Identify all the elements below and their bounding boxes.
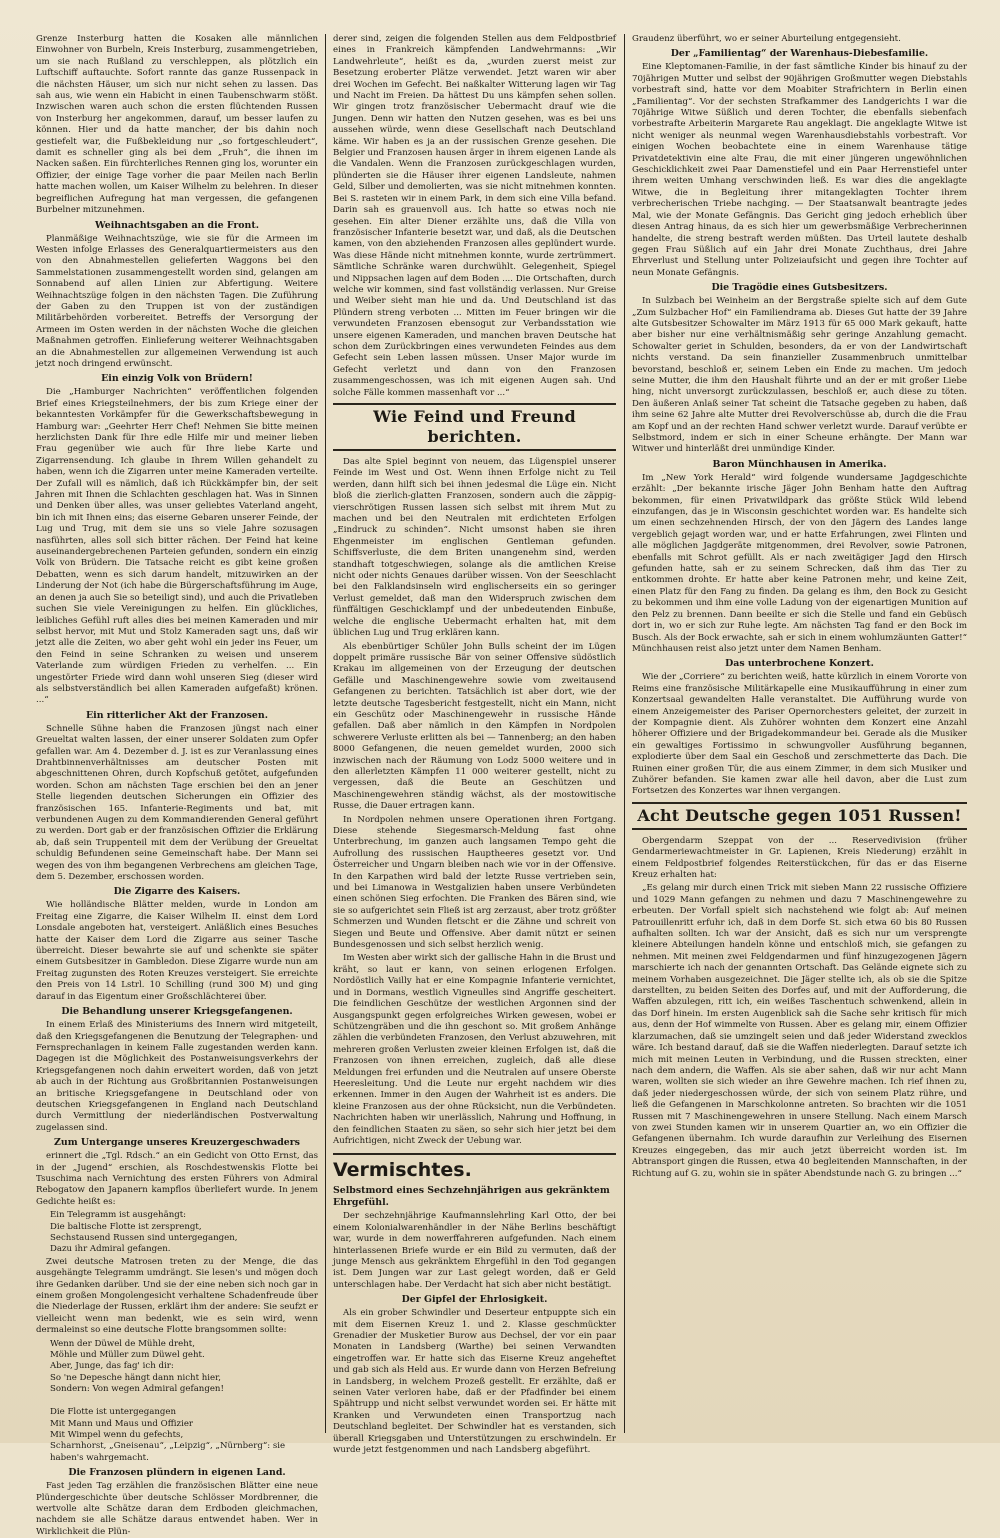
article-text: „Es gelang mir durch einen Trick mit sieben Mann 22 russische Offiziere und 1029 Mann gefangen zu nehmen und dazu 7 Maschinengewehre zu erbeuten. Der Vorfall spielt sich nachstehend wie folgt ab: Auf meinen Patrouillenritt erfuhr ich, daß in dem Dorfe St. sich etwa 60 bis 80 Russen aufhalten sollten. Ich war der Ansicht, daß es sich nur um versprengte kleinere Abteilungen handeln könne und entschloß mich, sie gefangen zu nehmen. Mit meinen zwei Feldgendarmen und fünf hinzugezogenen Jägern marschierte ich nach der genannten Ortschaft. Das Gelände eignete sich zu meinem Vorhaben ausgezeichnet. Die Jäger stellte ich, als ob sie die Spitze darstellten, zu beiden Seiten des Dorfes auf, und mit der Aufforderung, die Waffen abzulegen, ritt ich, ein weißes Taschentuch schwenkend, allein in das Dorf hinein. Im ersten Augenblick sah die Sache sehr kritisch für mich aus, denn der Hof wimmelte von Russen. Aber es gelang mir, einem Offizier klarzumachen, daß sie umzingelt seien und daß jeder Widerstand zwecklos wäre. Ich bestand darauf, daß sie die Waffen niederlegten. Darauf setzte ich mich mit meinen Leuten in Verbindung, und die Russen streckten, einer nach dem andern, die Waffen. Als sie aber sahen, daß wir nur acht Mann waren, wollten sie sich wieder an ihre Gewehre machen. Ich rief ihnen zu, daß jeder niedergeschossen würde, der sich von seinem Platz rühre, und ließ die Gefangenen in Marschkolonne antreten. So brachten wir die 1051 Russen mit 7 Maschinengewehren in unsere Stellung. Nach einem Marsch von zwei Stunden kamen wir in unserem Quartier an, wo ein Offizier die Gefangenen übernahm. Ich wurde daraufhin zur Verleihung des Eisernen Kreuzes eingegeben, das mir auch jetzt überreicht worden ist. Im Abtransport gingen die Russen, etwa 40 begleitenden Mannschaften, in der Richtung auf G. zu, wohin sie in später Abendstunde nach G. zu bringen ...“ [632,883,967,1179]
article-heading: Ein ritterlicher Akt der Franzosen. [86,709,268,721]
column-right [632,34,967,1435]
article-text: Wie holländische Blätter melden, wurde in London am Freitag eine Zigarre, die Kaiser Wilhelm II. einst dem Lord Lonsdale angeboten hat, versteigert. Anläßlich eines Besuches hatte der Kaiser dem Lord die Zigarre aus seiner Tasche überreicht. Dieser bewahrte sie auf und schenkte sie später einem Gutsbesitzer in Gambledon. Diese Zigarre wurde nun am Freitag zugunsten des Roten Kreuzes versteigert. Sie erreichte den Preis von 14 Lstrl. 10 Schilling (rund 300 M) und ging darauf in das Eigentum einer Großschlächterei über. [36,900,318,1002]
article-heading: Das unterbrochene Konzert. [725,658,874,670]
poem-stanza: Ein Telegramm ist ausgehängt: Die baltische Flotte ist zersprengt, Sechstausend Russen sind untergegangen, Dazu ihr Admiral gefangen. [50,1210,238,1255]
article-text: In einem Erlaß des Ministeriums des Innern wird mitgeteilt, daß den Kriegsgefangenen die Benutzung der Telegraphen- und Fernsprechanlagen in keinem Falle zugestanden werden kann. Dagegen ist die Möglichkeit des Postanweisungsverkehrs der Kriegsgefangenen noch dahin erweitert worden, daß von jetzt ab auch in der Richtung aus Großbritannien Postanweisungen an britische Kriegsgefangene in Deutschland oder von deutschen Kriegsgefangenen in England nach Deutschland durch Vermittlung der niederländischen Postverwaltung zugelassen sind. [36,1020,318,1133]
article-heading: Der „Familientag“ der Warenhaus-Diebesfamilie. [670,48,929,60]
article-heading: Ein einzig Volk von Brüdern! [101,373,253,385]
article-text: Im „New York Herald“ wird folgende wundersame Jagdgeschichte erzählt: „Der bekannte irische Jäger John Benham hatte den Auftrag bekommen, für einen Privatwildpark das größte Stück Wild lebend einzufangen, das je in Wisconsin geschichtet worden war. Es handelte sich um einen sechzehnenden Hirsch, der von den Jägern des Landes lange vergeblich gejagt worden war, und er hatte Erfahrungen, zwei Flinten und alle möglichen Jagdgeräte mitgenommen, drei Revolver, sowie Patronen, ebenfalls mit Schrot gefüllt. Als er nach zweitägiger Jagd den Hirsch gefunden hatte, sah er zu seinem Schrecken, daß ihm das Tier zu entkommen drohte. Er hatte aber keine Patronen mehr, und keine Zeit, einen Platz für den Fang zu finden. Da gelang es ihm, den Bock zu Gesicht zu bekommen und ihm eine volle Ladung von der eigenartigen Munition auf den Pelz zu brennen. Dann beeilte er sich die Stelle und fand ein Gebüsch dort in, wo er sich zur Ruhe legte. Am nächsten Tag fand er den Bock im Busch. Als der Bock erwachte, sah er sich in einem wohlumzäunten Gatter!“ Münchhausen reist also jetzt unter dem Namen Benham. [632,472,967,654]
poem-stanza: Wenn der Düwel de Mühle dreht, Möhle und Müller zum Düwel geht. Aber, Junge, das fag' ich dir: So 'ne Depesche hängt dann nicht hier, Sondern: Von wegen Admiral gefangen! Die Flotte ist untergegangen Mit Mann und Maus und Offizier Mit Wimpel wenn du gefechts, Scharnhorst, „Gneisenau“, „Leipzig“, „Nürnberg“: sie haben's wahrgemacht. [50,1338,286,1463]
column-rule [325,34,326,1433]
article-text: Der sechzehnjährige Kaufmannslehrling Karl Otto, der bei einem Kolonialwarenhändler in der Nähe Berlins beschäftigt war, wurde in dem nowerffahreren aufgefunden. Nach einem hinterlassenen Briefe wurde er ein Bild zu vermuten, daß der junge Mensch aus gekränktem Ehrgefühl in den Tod gegangen ist. Dem Jungen war zur Last gelegt worden, daß er Geld unterschlagen habe. Der Verdacht hat sich aber nicht bestätigt. [333,1211,616,1290]
article-text: derer sind, zeigen die folgenden Stellen aus dem Feldpostbrief eines in Frankreich kämpfenden Landwehrmanns: „Wir Landwehrleute“, heißt es da, „wurden zuerst meist zur Besetzung eroberter Plätze verwendet. Jetzt waren wir aber drei Wochen im Gefecht. Bei naßkalter Witterung lagen wir Tag und Nacht im Freien. Da hättest Du uns kämpfen sehen sollen. Wir gingen trotz französischer Uebermacht drauf wie die Jungen. Denn wir hatten den Nutzen gesehen, was es bei uns aussehen würde, wenn diese Gesellschaft nach Deutschland käme. Wir haben es ja an der russischen Grenze gesehen. Die Belgier und Franzosen hausen ärger in ihrem eigenen Lande als die Vandalen. Wenn die Franzosen zurückgeschlagen wurden, plünderten sie die Häuser ihrer eigenen Landsleute, nahmen Geld, Silber und demolierten, was sie nicht mitnehmen konnten. Bei S. rasteten wir in einem Park, in dem sich eine Villa befand. Darin sah es grauenvoll aus. Ich hatte so etwas noch nie gesehen. Ein alter Diener erzählte uns, daß die Villa von französischer Infanterie besetzt war, und daß, als die Deutschen kamen, von den abziehenden Franzosen alles geplündert wurde. Was diese Hände nicht mitnehmen konnte, wurde zertrümmert. Sämtliche Schränke waren durchwühlt. Gelegenheit, Spiegel und Nippsachen lagen auf dem Boden .... Die Ortschaften, durch welche wir kommen, sind fast vollständig verlassen. Nur Greise und Weiber sieht man hie und da. Und Deutschland ist das Plündern streng verboten ... Mitten im Feuer bringen wir die verwundeten Franzosen ebensogut zur Verbandsstation wie unsere eigenen Kameraden, und manchen braven Deutsche hat schon dem Zurückbringen eines verwundeten Feindes aus dem Gefecht sein Leben lassen müssen. Unser Major wurde im Gefecht verletzt und dann von den Franzosen zusammengeschossen, was ich mit eigenen Augen sah. Und solche Fälle kommen massenhaft vor ...“ [333,34,616,398]
article-text: Wie der „Corriere“ zu berichten weiß, hatte kürzlich in einem Vororte von Reims eine französische Militärkapelle eine Musikaufführung in einer zum Konzertsaal gewandelten Halle veranstaltet. Die Aufführung wurde von einem Anzeigemeister des Pariser Opernorchesters geleitet, der zurzeit in der Kompagnie dient. Als Zuhörer wohnten dem Konzert eine Anzahl höherer Offiziere und der Brigadekommandeur bei. Gerade als die Musiker ein gewaltiges Fortissimo in schwungvoller Ausführung begannen, explodierte über dem Saal ein Geschoß und zerschmetterte das Dach. Die Ruinen einer großen Tür, die aus einem Zimmer, in dem sich Musiker und Zuhörer befanden. Sie kamen zwar alle heil davon, aber die Lust zum Fortsetzen des Konzertes war ihnen vergangen. [632,672,967,797]
article-heading: Die Tragödie eines Gutsbesitzers. [711,282,888,294]
article-text: Graudenz überführt, wo er seiner Aburteilung entgegensieht. [632,34,901,44]
article-text: Als ebenbürtiger Schüler John Bulls scheint der im Lügen doppelt primäre russische Bär von seiner Offensive südöstlich Krakau im allgemeinen von der Erzeugung der deutschen Gefälle und Maschinengewehre sowie vom zweitausend Gefangenen zu berichten. Tatsächlich ist aber dort, wie der letzte deutsche Tagesbericht festgestellt, nicht ein Mann, nicht ein Geschütz oder Maschinengewehr in russische Hände gefallen. Daß aber nämlich in den Kämpfen in Nordpolen schwerere Verluste erlitten als bei — Tannenberg; an den haben 8000 Gefangenen, die neuen gemeldet wurden, 2000 sich inzwischen nach der Räumung von Lodz 5000 weitere und in den allerletzten Kämpfen 11 000 weiterer gestellt, nicht zu vergessen, daß die Beute an Geschützen und Maschinengewehren ständig wächst, als der mostowitische Russe, die Dauer ertragen kann. [333,641,616,812]
article-text: Planmäßige Weihnachtszüge, wie sie für die Armeen im Westen infolge Erlasses des Generalquartiermeisters aus den von den Abnahmestellen gelieferten Waggons bei den Sammelstationen zusammengestellt worden sind, gelangen am Sonnabend auf allen Linien zur Abfertigung. Weitere Weihnachtszüge folgen in den nächsten Tagen. Die Zuführung der Gaben zu den Truppen ist von der zuständigen Militärbehörden vorbereitet. Betreffs der Versorgung der Armeen im Osten werden in der nächsten Woche die gleichen Maßnahmen getroffen. Einlieferung weiterer Weihnachtsgaben an die Abnahmestellen zur allgemeinen Verwendung ist auch jetzt noch dringend erwünscht. [36,233,318,369]
article-text: Im Westen aber wirkt sich der gallische Hahn in die Brust und kräht, so laut er kann, von seinen erlogenen Erfolgen. Nordöstlich Vailly hat er eine Kompagnie Infanterie vernichtet, und in Dormans, westlich Vigneulles sind Angriffe gescheitert. Die feindlichen Geschütze der westlichen Argonnen sind der Ausgangspunkt gegen erfolgreiches Wirken gewesen, wobei er Schützengräben und die ihn geschont so. Mit großem Anhänge zählen die verbündeten Franzosen, den Verlust abzuwehren, mit mehreren großen Verlusten zweier kleinen Erfolgen ist, daß die Franzosen von ihnen erreichen, zugleich, daß alle diese Meldungen frei erfunden und die Neutralen auf unsere Oberste Heeresleitung. Und die Leute nur ergeht nachdem wir dies erkennen. Immer in den Augen der Wahrheit ist es anders. Die kleine Franzosen aus der ohne Rücksicht, nun die Verbündeten. Nachrichten haben wir unerlässlich, Nahrung und Hoffnung, in den feindlichen Staaten zu säen, so sehr sich hier jetzt bei dem Aufrichtigen, nicht Zweck der Uebung war. [333,953,616,1146]
article-heading: Weihnachtsgaben an die Front. [95,219,259,231]
article-text: erinnert die „Tgl. Rdsch.“ an ein Gedicht von Otto Ernst, das in der „Jugend“ erschien, als Roschdestwenskis Flotte bei Tsuschima nach Vernichtung des ersten Führers von Admiral Rebogatow den Japanern kampflos überliefert wurde. In jenem Gedichte heißt es: [36,1151,318,1207]
article-heading: Baron Münchhausen in Amerika. [712,458,887,470]
article-heading: Zum Untergange unseres Kreuzergeschwaders [54,1137,300,1149]
article-text: Grenze Insterburg hatten die Kosaken alle männlichen Einwohner von Burbeln, Kreis Insterburg, zusammengetrieben, um sie nach Rußland zu verschleppen, als plötzlich ein Luftschiff auftauchte. Sofort rannte das ganze Russenpack in die nächsten Häuser, um sich nur nicht sehen zu lassen. Das sah aus, wie wenn ein Habicht in einen Taubenschwarm stößt. Inzwischen waren auch schon die ersten flüchtenden Russen von Insterburg her angekommen, darauf, um besser laufen zu können. Hier und da hatte mancher, der bis dahin noch gestiefelt war, die Fußbekleidung nur „so fortgeschleudert“, damit es schneller ging als bei dem „Fruh“, die ihnen im Nacken saßen. Ein fürchterliches Rennen ging los, worunter ein Offizier, der einige Tage vorher die paar Meilen nach Berlin hatte machen wollen, um Kaiser Wilhelm zu belehren. In dieser begreiflichen Aufregung hat man vergessen, die gefangenen Burbelner mitzunehmen. [36,34,318,216]
article-heading: Die Franzosen plündern in eigenen Land. [68,1467,286,1479]
article-title: Wie Feind und Freund berichten. [333,403,616,451]
article-text: Schnelle Sühne haben die Franzosen jüngst nach einer Greueltat walten lassen, der einer unserer Soldaten zum Opfer gefallen war. Am 4. Dezember d. J. ist es zur Veranlassung eines Drahtbinnenverhältnisses am deutscher Posten mit abgeschnittenen Ohren, durch Kopfschuß getötet, aufgefunden worden. Schon am nächsten Tage erschien bei den an jener Stelle liegenden deutschen Sicherungen ein Offizier des französischen 165. Infanterie-Regiments und bat, mit verbundenen Augen zu dem Kommandierenden General geführt zu werden. Dort gab er der französischen Offizier die Erklärung ab, daß sein Truppenteil mit dem der Verübung der Greueltat schuldig Befundenen seine Gemeinschaft habe. Der Mann sei wegen des von ihm begangenen Verbrechens am gleichen Tage, dem 5. Dezember, erschossen worden. [36,723,318,883]
article-heading: Die Behandlung unserer Kriegsgefangenen. [61,1006,293,1018]
article-text: Fast jeden Tag erzählen die französischen Blätter eine neue Plündergeschichte über deutsche Schlösser Mordbrenner, die wertvolle alte Schätze daran dem Erdboden gleichmachen, nachdem sie alle Schätze daraus entwendet haben. Wer in Wirklichkeit die Plün- [36,1481,318,1537]
article-text: In Sulzbach bei Weinheim an der Bergstraße spielte sich auf dem Gute „Zum Sulzbacher Hof“ ein Familiendrama ab. Dieses Gut hatte der 39 Jahre alte Gutsbesitzer Schowalter im März 1913 für 65 000 Mark gekauft, hatte aber bisher nur eine verhältnismäßig sehr geringe Anzahlung gemacht. Schowalter geriet in Schulden, besonders, da er von der Landwirtschaft nichts verstand. Da sein finanzieller Zusammenbruch unmittelbar bevorstand, beschloß er, seinem Leben ein Ende zu machen. Um jedoch seine Mutter, die ihm den Haushalt führte und an der er mit großer Liebe hing, nicht unversorgt zurückzulassen, beschloß er, auch diese zu töten. Den äußeren Anlaß seiner Tat scheint die Tatsache gegeben zu haben, daß ihm seine 62 Jahre alte Mutter drei Revolverschüsse ab, durch die die Frau am Kopf und an der rechten Hand schwer verletzt wurde. Darauf verübte er Selbstmord, indem er sich in einer Scheune erhängte. Der Mann war Witwer und hinterläßt drei unmündige Kinder. [632,296,967,455]
article-heading: Die Zigarre des Kaisers. [113,886,241,898]
article-title: Acht Deutsche gegen 1051 Russen! [632,802,967,830]
article-heading: Selbstmord eines Sechzehnjährigen aus gekränktem Ehrgefühl. [333,1185,610,1209]
article-text: Die „Hamburger Nachrichten“ veröffentlichen folgenden Brief eines Kriegsteilnehmers, der bis zum Kriege einer der bekanntesten Vorkämpfer für die Gewerkschaftsbewegung in Hamburg war: „Geehrter Herr Chef! Nehmen Sie bitte meinen herzlichsten Dank für Ihre edle Hilfe mir und meiner lieben Frau gegenüber wie auch für Ihre liebe Karte und Zigarrensendung. Ich glaube in Ihrem Willen gehandelt zu haben, wenn ich die Zigarren unter meine Kameraden verteilte. Der Zufall will es nämlich, daß ich Rückkämpfer bin, der seit Jahren mit Ihnen die Schlachten geschlagen hat. Was in Sinnen und Denken über alles, was unser geliebtes Vaterland angeht, bin ich mit Ihnen eins; das eiserne Gebaren unserer Feinde, der Lug und Trug, mit dem sie uns so viele Jahre sozusagen nasführten, alles soll sich bitter rächen. Der Feind hat keine auseinandergebrechenen Parteien gefunden, sondern ein einzig Volk von Brüdern. Die Tatsache reicht es gibt keine großen Debatten, wenn es sich darum handelt, mitzuwirken an der Linderung der Not (ich habe die Bürgerschaftsführung im Auge, an denen ja auch Sie so beteiligt sind), und auch die Privatleben suchen Sie viele Vereinigungen zu helfen. Ein glückliches, leibliches Gefühl ruft alles dies bei meinen Kameraden und mir selbst hervor, mit Mut und Stolz Kameraden sagt uns, daß wir jetzt alle die Zeiten, wo aber geht wohl ein jeder ins Feuer, um den Feind in seine Schranken zu weisen und unserem Vaterlande zum würdigen Frieden zu verhelfen. ... Ein ungestörter Friede wird dann wohl unseren Sieg (dieser wird als selbstverständlich bei allen Kameraden aufgefaßt) krönen. ...“ [36,387,318,706]
article-text: Das alte Spiel beginnt von neuem, das Lügenspiel unserer Feinde im West und Ost. Wenn ihnen Erfolge nicht zu Teil werden, dann hilft sich bei ihnen jedesmal die Lüge ein. Nicht bloß die zierlich-glatten Franzosen, sondern auch die zäppig-vierschrötigen Russen lassen sich selbst mit ihrem Mut zu machen und bei den Neutralen mit erdichteten Erfolgen „Eindruck zu schinden“. Nicht umsonst haben sie ihren Ehgenmeister im englischen Gentleman gefunden. Schiffsverluste, die dem Briten unangenehm sind, werden standhaft totgeschwiegen, solange als die amtlichen Kreise nicht oder nichts Genaues darüber wissen. Von der Seeschlacht bei den Falklandsinseln wird englischerseits ein so geringer Verlust gemeldet, daß man den Widerspruch zwischen dem fünffältigen Geschicklampf und der unbedeutenden Einbuße, welche die englische Uebermacht erhalten hat, mit dem üblichen Lug und Trug erklären kann. [333,457,616,639]
column-middle [333,34,616,1456]
article-text: Als ein grober Schwindler und Deserteur entpuppte sich ein mit dem Eisernen Kreuz 1. und 2. Klasse geschmückter Grenadier der Musketier Burow aus Dechsel, der vor ein paar Monaten in Landsberg (Warthe) bei seinen Verwandten eingetroffen war. Er hatte sich das Eiserne Kreuz angeheftet und gab sich als Held aus. Er wurde dann von Herzen Befreiung in Landsberg, in welchem Prozeß gestellt. Er erzählte, daß er seinen Vater verloren habe, daß er der Pfadfinder bei einem Spähtrupp und nicht selbst verwundet worden sei. Er hätte mit Kranken und Verwundeten einen Transportzug nach Deutschland begleitet. Der Schwindler hat es verstanden, sich überall Kriegsgaben und Unterstützungen zu erschwindeln. Er wurde jetzt festgenommen und nach Landsberg abgeführt. [333,1308,616,1456]
article-text: In Nordpolen nehmen unsere Operationen ihren Fortgang. Diese stehende Siegesmarsch-Meldung fast ohne Unterbrechung, im ganzen auch langsamen Tempo geht die Aufrollung des russischen Hauptheeres gesetzt vor. Und Österreicher und Ungarn bleiben nach wie vor in der Offensive. In den Karpathen wird bald der letzte Russe vertrieben sein, und bei Limanowa in Westgalizien haben unsere Verbündeten einen schönen Sieg erfochten. Die Franken des Bären sind, wie sie so aufgerichtet sein Fließ ist arg zerzaust, aber trotz größter Schmerzen und Wunden fletscht er die Zähne und schreit von Siegen und Beute und Offensive. Aber damit nützt er seinen Bundesgenossen und sich selbst herzlich wenig. [333,814,616,951]
article-heading: Der Gipfel der Ehrlosigkeit. [401,1294,548,1306]
article-text: Eine Kleptomanen-Familie, in der fast sämtliche Kinder bis hinauf zu der 70jährigen Mutter und selbst der 90jährigen Großmutter wegen Diebstahls vorbestraft sind, hatte vor dem Moabiter Strafrichtern in Berlin einen „Familientag“. Vor der sechsten Strafkammer des Landgerichts I war die 70jährige Witwe Süßlich und deren Tochter, die ebenfalls siebenfach vorbestrafte Arbeiterin Margarete Rau angeklagt. Die angeklagte Witwe ist nicht weniger als neunmal wegen Warenhausdiebstahls vorbestraft. Vor einigen Wochen beobachtete eine in einem Warenhause tätige Privatdetektivin eine alte Frau, die mit einer jüngeren ungewöhnlichen Geschicklichkeit zwei Paar Damenstiefel und ein Paar Herrenstiefel unter ihrem weiten Umhang verschwinden ließ. Es war dies die angeklagte Witwe, die in Begleitung ihrer mitangeklagten Tochter ihrem verbrecherischen Triebe nachging. — Der Staatsanwalt beantragte jedes Mal, wie der Monate Gefängnis. Das Gericht ging jedoch erheblich über diesen Antrag hinaus, da es sich hier um gewerbsmäßige Verbrecherinnen handelte, die streng bestraft werden müßten. Das Urteil lautete deshalb gegen Frau Süßlich auf ein Jahr drei Monate Zuchthaus, drei Jahre Ehrverlust und Stellung unter Polizeiaufsicht und gegen ihre Tochter auf neun Monate Gefängnis. [632,62,967,278]
section-title: Vermischtes. [333,1153,616,1181]
column-left [36,34,318,1537]
column-rule [624,34,625,1433]
article-text: Obergendarm Szeppat von der ... Reservedivision (früher Gendarmeriewachtmeister in Gr. Lapienen, Kreis Niederung) erzählt in einem Feldpostbrief folgendes Reiterstückchen, für das er das Eiserne Kreuz erhalten hat: [632,835,967,880]
article-text: Zwei deutsche Matrosen treten zu der Menge, die das ausgehängte Telegramm umdrängt. Sie lesen's und mögen doch ihre Gedanken darüber. Und sie der eine neben sich noch gar in einem großen Mongolengesicht verhaltene Schadenfreude über die Niederlage der Russen, erklärt ihm der andere: Sie seufzt er vielleicht wenn man bedenkt, wie es sein wird, wenn dermaleinst so eine deutsche Flotte brangsommen sollte: [36,1256,318,1336]
